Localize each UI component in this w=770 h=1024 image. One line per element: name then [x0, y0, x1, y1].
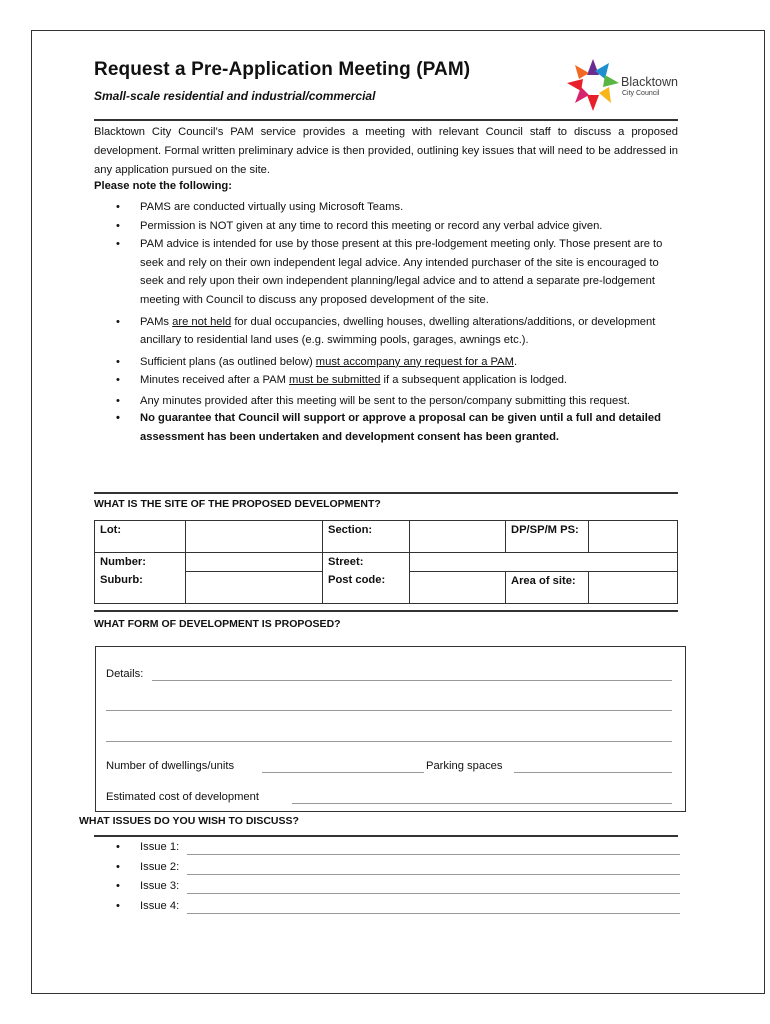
notes-list [94, 198, 678, 446]
section-divider [94, 492, 678, 494]
development-heading: WHAT FORM OF DEVELOPMENT IS PROPOSED? [94, 618, 341, 630]
issues-heading: WHAT ISSUES DO YOU WISH TO DISCUSS? [79, 815, 299, 827]
postcode-input[interactable] [410, 571, 506, 603]
list-item: • Minutes received after a PAM must be submitted if a subsequent application is lodged. [94, 371, 678, 390]
number-input[interactable] [186, 553, 323, 572]
page-title: Request a Pre-Application Meeting (PAM) [94, 59, 471, 80]
star-logo-icon [565, 57, 621, 113]
site-table [94, 520, 678, 604]
section-divider [94, 610, 678, 612]
postcode-label: Post code: [323, 571, 410, 603]
list-item: • Any minutes provided after this meeting will be sent to the person/company submitting this request. [94, 393, 678, 409]
number-label: Number: [95, 553, 186, 572]
list-item: • Permission is NOT given at any time to record this meeting or record any verbal advice given. [94, 217, 678, 236]
street-input[interactable] [410, 553, 678, 572]
page-subtitle: Small-scale residential and industrial/commercial [94, 89, 376, 103]
lot-label: Lot: [95, 521, 186, 553]
issue-2-input[interactable] [187, 874, 680, 875]
list-item: • Issue 3: [94, 880, 680, 900]
cost-label: Estimated cost of development [106, 791, 259, 803]
area-input[interactable] [589, 571, 678, 603]
details-label: Details: [106, 668, 144, 680]
list-item: • PAM advice is intended for use by those present at this pre-lodgement meeting only. Those present are to seek and rely on their own independent legal advice. Any intended purchaser of the site is encouraged to seek and rely upon their own independent planning/legal advice and to attend a separate pre-lodgement meeting with Council to discuss any proposed development of the site. [94, 235, 678, 309]
section-divider [94, 835, 678, 837]
section-input[interactable] [410, 521, 506, 553]
list-item: • Issue 4: [94, 900, 680, 920]
suburb-input[interactable] [186, 571, 323, 603]
site-heading: WHAT IS THE SITE OF THE PROPOSED DEVELOPMENT? [94, 498, 381, 510]
street-label: Street: [323, 553, 410, 572]
suburb-label: Suburb: [95, 571, 186, 603]
intro-paragraph: Blacktown City Council’s PAM service provides a meeting with relevant Council staff to discuss a proposed development. Formal written preliminary advice is then provided, outlining key issues that will need to be addressed in any application pursued on the site. [94, 126, 678, 176]
list-item: • Sufficient plans (as outlined below) must accompany any request for a PAM. [94, 353, 678, 372]
lot-input[interactable] [186, 521, 323, 553]
header-divider [94, 119, 678, 121]
issues-list [94, 841, 680, 919]
parking-label: Parking spaces [426, 760, 503, 772]
area-label: Area of site: [506, 571, 589, 603]
issue-4-input[interactable] [187, 913, 680, 914]
dwellings-label: Number of dwellings/units [106, 760, 235, 772]
list-item: • PAMs are not held for dual occupancies, dwelling houses, dwelling alterations/additions, or development ancillary to residential land uses (e.g. swimming pools, garages, awnings etc.). [94, 313, 678, 350]
issue-1-input[interactable] [187, 854, 680, 855]
form-page [31, 30, 765, 994]
details-line-1[interactable] [152, 680, 672, 681]
dp-label: DP/SP/M PS: [506, 521, 589, 553]
list-item: • PAMS are conducted virtually using Microsoft Teams. [94, 198, 678, 217]
dwellings-input[interactable] [262, 772, 424, 773]
details-line-3[interactable] [106, 741, 672, 742]
details-line-2[interactable] [106, 710, 672, 711]
cost-input[interactable] [292, 803, 672, 804]
section-label: Section: [323, 521, 410, 553]
development-box [95, 646, 686, 812]
issue-3-input[interactable] [187, 893, 680, 894]
logo-wordmark: Blacktown [621, 75, 678, 89]
dp-input[interactable] [589, 521, 678, 553]
list-item: • Issue 1: [94, 841, 680, 861]
parking-input[interactable] [514, 772, 672, 773]
note-heading: Please note the following: [94, 180, 232, 192]
council-logo [565, 57, 695, 113]
list-item: • Issue 2: [94, 861, 680, 881]
list-item: • No guarantee that Council will support or approve a proposal can be given until a full and detailed assessment has been undertaken and development consent has been granted. [94, 409, 678, 446]
logo-subtext: City Council [622, 90, 660, 97]
